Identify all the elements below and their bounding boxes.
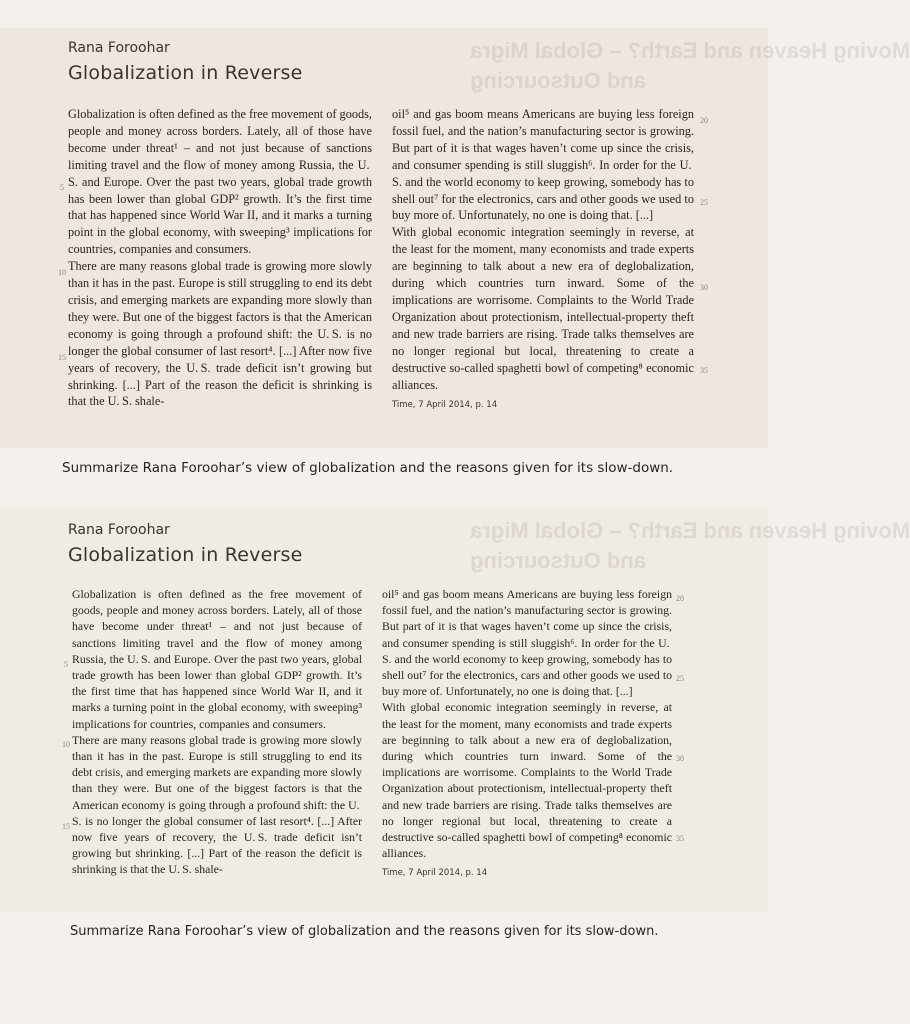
line-number: 25 (676, 674, 684, 683)
line-number: 30 (700, 283, 708, 292)
line-number: 15 (58, 353, 66, 362)
line-number: 20 (676, 594, 684, 603)
paragraph: There are many reasons global trade is growing more slowly than it has in the past. Europe is still struggling to end its debt crisis, and emerging markets are expanding more slowly than they were. But one of the biggest factors is that the American economy is going through a profound shift: the U. S. is no longer the global consumer of last resort⁴. [...] After now five years of recovery, the U. S. trade deficit isn’t growing but shrinking. [...] Part of the reason the deficit is shrinking is that the U. S. shale- (68, 259, 372, 409)
bleed-through-text: and Outsourcing (470, 548, 646, 573)
article-title: Globalization in Reverse (68, 544, 303, 566)
bleed-through-text: Moving Heaven and Earth? – Global Migra (470, 518, 910, 543)
line-number: 10 (62, 740, 70, 749)
article-column-left (72, 586, 362, 878)
task-prompt: Summarize Rana Foroohar’s view of globalization and the reasons given for its slow-down. (70, 924, 659, 939)
article-column-right (382, 586, 672, 882)
source-citation: Time, 7 April 2014, p. 14 (382, 868, 488, 879)
line-number: 15 (62, 822, 70, 831)
line-number: 35 (676, 834, 684, 843)
author-name: Rana Foroohar (68, 40, 170, 56)
task-prompt: Summarize Rana Foroohar’s view of globalization and the reasons given for its slow-down. (62, 460, 674, 476)
document-card-top (0, 28, 910, 448)
source-citation: Time, 7 April 2014, p. 14 (392, 400, 498, 411)
document-card-bottom (0, 508, 910, 912)
author-name: Rana Foroohar (68, 522, 170, 538)
paragraph: There are many reasons global trade is growing more slowly than it has in the past. Europe is still struggling to end its debt crisis, and emerging markets are expanding more slowly than they were. But one of the biggest factors is that the American economy is going through a profound shift: the U. S. is no longer the global consumer of last resort⁴. [...] After now five years of recovery, the U. S. trade deficit isn’t growing but shrinking. [...] Part of the reason the deficit is shrinking is that the U. S. shale- (72, 732, 362, 877)
line-number: 5 (60, 183, 64, 192)
line-number: 35 (700, 366, 708, 375)
article-column-right (392, 106, 694, 414)
bleed-through-text: Moving Heaven and Earth? – Global Migra (470, 38, 910, 63)
article-column-left (68, 106, 372, 410)
line-number: 30 (676, 754, 684, 763)
paragraph: oil⁵ and gas boom means Americans are buying less foreign fossil fuel, and the nation’s manufacturing sector is growing. But part of it is that wages haven’t come up since the crisis, and consumer spending is still sluggish⁶. In order for the U. S. and the world economy to keep growing, somebody has to shell out⁷ for the electronics, cars and other goods we used to buy more of. Unfortunately, no one is doing that. [...] (392, 107, 694, 223)
line-number: 20 (700, 116, 708, 125)
paragraph: Globalization is often defined as the free movement of goods, people and money across borders. Lately, all of those have become under threat¹ – and not just because of sanctions limiting travel and the flow of money among Russia, the U. S. and Europe. Over the past two years, global trade growth has been lower than global GDP² growth. It’s the first time that has happened since World War II, and it marks a turning point in the global economy, with sweeping³ implications for countries, companies and consumers. (68, 107, 372, 257)
paragraph: With global economic integration seemingly in reverse, at the least for the moment, many economists and trade experts are beginning to talk about a new era of deglobalization, during which countries turn inward. Some of the implications are worrisome. Complaints to the World Trade Organization about protectionism, intellectual-property theft and new trade barriers are rising. Trade talks themselves are no longer regional but local, threatening to create a destructive so-called spaghetti bowl of competing⁸ economic alliances. (392, 225, 694, 392)
paragraph: Globalization is often defined as the free movement of goods, people and money across borders. Lately, all of those have become under threat¹ – and not just because of sanctions limiting travel and the flow of money among Russia, the U. S. and Europe. Over the past two years, global trade growth has been lower than global GDP² growth. It’s the first time that has happened since World War II, and it marks a turning point in the global economy, with sweeping³ implications for countries, companies and consumers. (72, 587, 362, 731)
paragraph: oil⁵ and gas boom means Americans are buying less foreign fossil fuel, and the nation’s manufacturing sector is growing. But part of it is that wages haven’t come up since the crisis, and consumer spending is still sluggish⁶. In order for the U. S. and the world economy to keep growing, somebody has to shell out⁷ for the electronics, cars and other goods we used to buy more of. Unfortunately, no one is doing that. [...] (382, 587, 672, 699)
paragraph: With global economic integration seemingly in reverse, at the least for the moment, many economists and trade experts are beginning to talk about a new era of deglobalization, during which countries turn inward. Some of the implications are worrisome. Complaints to the World Trade Organization about protectionism, intellectual-property theft and new trade barriers are rising. Trade talks themselves are no longer regional but local, threatening to create a destructive so-called spaghetti bowl of competing⁸ economic alliances. (382, 700, 672, 861)
line-number: 5 (64, 660, 68, 669)
article-title: Globalization in Reverse (68, 62, 303, 84)
bleed-through-text: and Outsourcing (470, 68, 646, 93)
line-number: 10 (58, 268, 66, 277)
line-number: 25 (700, 198, 708, 207)
